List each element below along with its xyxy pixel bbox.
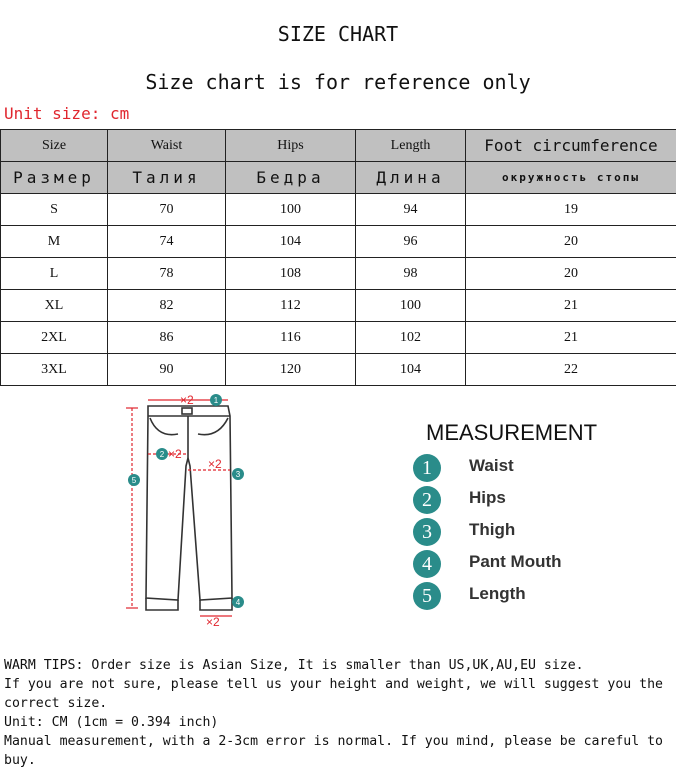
marker-2: 2 (159, 450, 165, 459)
table-cell: 104 (226, 226, 356, 258)
table-row (1, 194, 676, 226)
label-mouth-x2: ×2 (206, 615, 220, 629)
chart-subtitle: Size chart is for reference only (145, 70, 531, 94)
table-cell: XL (1, 290, 108, 322)
table-cell: 19 (466, 194, 676, 226)
chart-title: SIZE CHART (277, 22, 399, 46)
table-cell: 2XL (1, 322, 108, 354)
marker-4: 4 (235, 598, 241, 607)
table-cell: 74 (108, 226, 226, 258)
tip-line-3: Unit: CM (1cm = 0.394 inch) (4, 715, 219, 730)
table-row (1, 322, 676, 354)
measurement-label-hips: Hips (469, 488, 506, 507)
table-cell: 100 (356, 290, 466, 322)
unit-label: Unit size: cm (4, 104, 130, 123)
table-cell: 96 (356, 226, 466, 258)
table-cell: 21 (466, 290, 676, 322)
marker-1: 1 (213, 396, 219, 405)
label-thigh-x2: ×2 (208, 457, 222, 471)
table-cell: 20 (466, 226, 676, 258)
measurement-item-thigh (413, 518, 653, 546)
header-length-ru: Длина (356, 162, 466, 194)
header-waist-ru: Талия (108, 162, 226, 194)
table-cell: 116 (226, 322, 356, 354)
table-cell: 98 (356, 258, 466, 290)
measurement-item-length (413, 582, 653, 610)
measurement-number-1: 1 (413, 454, 441, 482)
header-foot: Foot circumference (466, 130, 676, 162)
table-cell: 120 (226, 354, 356, 386)
measurement-item-waist (413, 454, 653, 482)
table-row (1, 354, 676, 386)
measurement-item-pant-mouth (413, 550, 653, 578)
measurement-label-waist: Waist (469, 456, 514, 475)
measurement-number-2: 2 (413, 486, 441, 514)
warm-tips (4, 656, 672, 770)
table-cell: S (1, 194, 108, 226)
tip-line-4: Manual measurement, with a 2-3cm error is normal. If you mind, please be careful to buy. (4, 734, 663, 768)
tip-line-2: If you are not sure, please tell us your height and weight, we will suggest you the correct size. (4, 677, 663, 711)
table-cell: 104 (356, 354, 466, 386)
measurement-label-thigh: Thigh (469, 520, 516, 539)
table-cell: 108 (226, 258, 356, 290)
table-row (1, 258, 676, 290)
table-cell: M (1, 226, 108, 258)
header-waist: Waist (108, 130, 226, 162)
size-table (0, 129, 676, 386)
header-hips: Hips (226, 130, 356, 162)
table-cell: L (1, 258, 108, 290)
table-cell: 70 (108, 194, 226, 226)
table-cell: 90 (108, 354, 226, 386)
measurement-label-pant-mouth: Pant Mouth (469, 552, 562, 571)
measurement-number-4: 4 (413, 550, 441, 578)
label-waist-x2: ×2 (180, 393, 194, 407)
header-size-ru: Размер (1, 162, 108, 194)
header-length: Length (356, 130, 466, 162)
table-cell: 78 (108, 258, 226, 290)
table-cell: 100 (226, 194, 356, 226)
measurement-item-hips (413, 486, 653, 514)
label-hips-x2: ×2 (168, 447, 182, 461)
table-cell: 3XL (1, 354, 108, 386)
table-row (1, 290, 676, 322)
table-row (1, 226, 676, 258)
measurement-label-length: Length (469, 584, 526, 603)
measurement-number-5: 5 (413, 582, 441, 610)
pants-diagram (118, 388, 258, 638)
table-cell: 112 (226, 290, 356, 322)
table-cell: 102 (356, 322, 466, 354)
header-row-english (1, 130, 676, 162)
header-foot-ru: окружность стопы (466, 162, 676, 194)
table-cell: 21 (466, 322, 676, 354)
marker-3: 3 (235, 470, 241, 479)
measurement-title: MEASUREMENT (426, 420, 598, 445)
table-cell: 20 (466, 258, 676, 290)
header-hips-ru: Бедра (226, 162, 356, 194)
table-cell: 94 (356, 194, 466, 226)
header-size: Size (1, 130, 108, 162)
header-row-russian (1, 162, 676, 194)
table-cell: 82 (108, 290, 226, 322)
measurement-number-3: 3 (413, 518, 441, 546)
pants-outline (146, 406, 232, 610)
tip-line-1: WARM TIPS: Order size is Asian Size, It is smaller than US,UK,AU,EU size. (4, 658, 584, 673)
marker-5: 5 (131, 476, 137, 485)
table-cell: 22 (466, 354, 676, 386)
table-cell: 86 (108, 322, 226, 354)
